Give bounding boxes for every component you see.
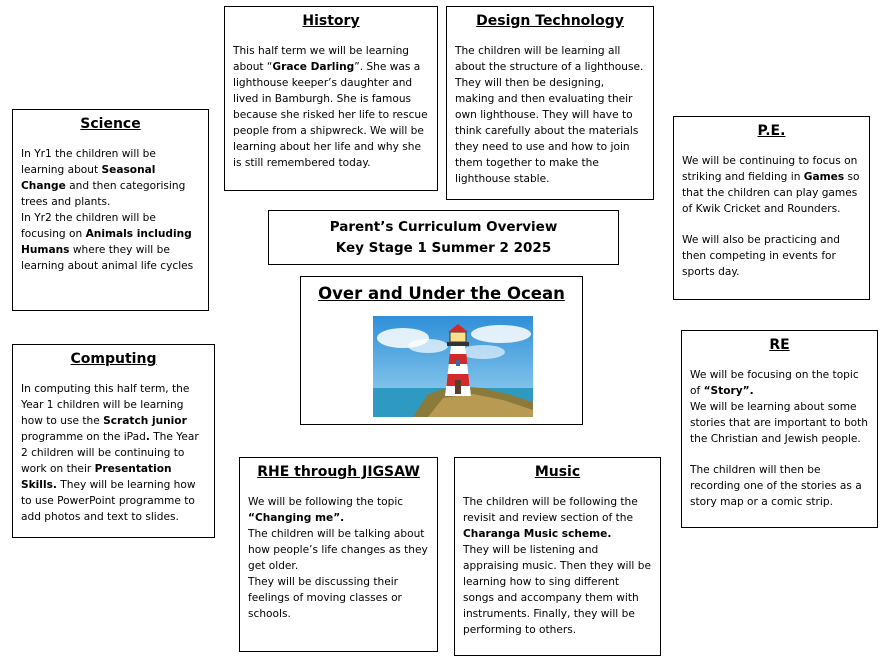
text-run: The children will then be recording one of the stories as a story map or a comic strip. bbox=[690, 464, 862, 508]
science-box bbox=[12, 109, 209, 311]
overview-subtitle: Key Stage 1 Summer 2 2025 bbox=[335, 240, 552, 256]
pe-text bbox=[682, 153, 861, 280]
text-run: They will be learning how to use PowerPoint programme to add photos and text to slides. bbox=[21, 479, 196, 523]
text-run: We will be learning about some stories that are important to both the Christian and Jewish people. bbox=[690, 401, 869, 445]
text-run: The Year 2 children will be continuing to work on their bbox=[21, 431, 199, 475]
re-box bbox=[681, 330, 878, 528]
text-run: programme on the iPad bbox=[21, 431, 146, 443]
science-text bbox=[21, 146, 200, 274]
text-run: They will be listening and appraising music. Then they will be learning how to sing different songs and accompany them with instruments. Finally, they will be performing to others. bbox=[463, 544, 651, 636]
bold-text: Seasonal Change bbox=[21, 164, 156, 192]
text-run: where they will be learning about animal life cycles bbox=[21, 244, 194, 272]
history-title: History bbox=[302, 13, 360, 29]
paragraph bbox=[248, 494, 429, 622]
re-title: RE bbox=[769, 337, 790, 353]
science-title: Science bbox=[80, 116, 141, 132]
paragraph bbox=[463, 494, 652, 638]
rhe-box bbox=[239, 457, 438, 652]
pe-title: P.E. bbox=[757, 123, 786, 139]
bold-text: Grace Darling bbox=[272, 61, 355, 73]
bold-text: Games bbox=[803, 171, 845, 183]
design-technology-box bbox=[446, 6, 654, 200]
bold-text: Charanga Music scheme. bbox=[463, 528, 612, 540]
computing-title: Computing bbox=[70, 351, 157, 367]
text-run: In Yr2 the children will be focusing on bbox=[21, 212, 156, 240]
bold-text: Presentation Skills. bbox=[21, 463, 172, 491]
text-run: They will be discussing their feelings of moving classes or schools. bbox=[248, 576, 402, 620]
bold-text: “Story”. bbox=[703, 385, 754, 397]
text-run: The children will be following the revisit and review section of the bbox=[463, 496, 638, 524]
text-run: This half term we will be learning about “ bbox=[233, 45, 410, 73]
paragraph bbox=[682, 232, 861, 280]
text-run: We will be focusing on the topic of bbox=[690, 369, 859, 397]
paragraph bbox=[233, 43, 429, 171]
text-run: and then categorising trees and plants. bbox=[21, 180, 186, 208]
paragraph bbox=[690, 367, 869, 447]
music-title: Music bbox=[534, 464, 581, 480]
text-run: In computing this half term, the Year 1 children will be learning how to use the bbox=[21, 383, 190, 427]
history-box bbox=[224, 6, 438, 191]
re-text bbox=[690, 367, 869, 510]
bold-text: Scratch junior bbox=[103, 415, 187, 427]
pe-box bbox=[673, 116, 870, 300]
text-run: In Yr1 the children will be learning about bbox=[21, 148, 156, 176]
text-run: The children will be talking about how people’s life changes as they get older. bbox=[248, 528, 428, 572]
bold-text: “Changing me”. bbox=[248, 512, 345, 524]
overview-title: Parent’s Curriculum Overview bbox=[329, 219, 558, 235]
text-run: ”. She was a lighthouse keeper’s daughter and lived in Bamburgh. She is famous because she risked her life to rescue people from a shipwreck. We will be learning about her life and why she is still remembered today. bbox=[233, 61, 428, 169]
paragraph bbox=[455, 43, 645, 187]
paragraph bbox=[690, 462, 869, 510]
text-run: We will also be practicing and then competing in events for sports day. bbox=[682, 234, 841, 278]
lighthouse-image bbox=[373, 316, 533, 417]
music-text bbox=[463, 494, 652, 638]
rhe-text bbox=[248, 494, 429, 622]
paragraph bbox=[682, 153, 861, 217]
computing-text bbox=[21, 381, 206, 525]
bold-text: . bbox=[145, 431, 150, 443]
computing-box bbox=[12, 344, 215, 538]
theme-box bbox=[300, 276, 583, 425]
text-run: We will be continuing to focus on striking and fielding in bbox=[682, 155, 858, 183]
text-run: so that the children can play games of Kwik Cricket and Rounders. bbox=[682, 171, 860, 215]
paragraph bbox=[21, 146, 200, 274]
history-text bbox=[233, 43, 429, 171]
paragraph bbox=[21, 381, 206, 525]
rhe-title: RHE through JIGSAW bbox=[257, 464, 420, 480]
text-run: The children will be learning all about the structure of a lighthouse. They will then be designing, making and then evaluating their own lighthouse. They will have to think carefully about the materials they need to use and how to join them together to make the lighthouse stable. bbox=[455, 45, 644, 185]
curriculum-overview-header bbox=[268, 210, 619, 265]
text-run: We will be following the topic bbox=[248, 496, 404, 508]
music-box bbox=[454, 457, 661, 656]
design-technology-text bbox=[455, 43, 645, 187]
bold-text: Animals including Humans bbox=[21, 228, 192, 256]
theme-title: Over and Under the Ocean bbox=[318, 284, 565, 303]
design-technology-title: Design Technology bbox=[476, 13, 624, 29]
